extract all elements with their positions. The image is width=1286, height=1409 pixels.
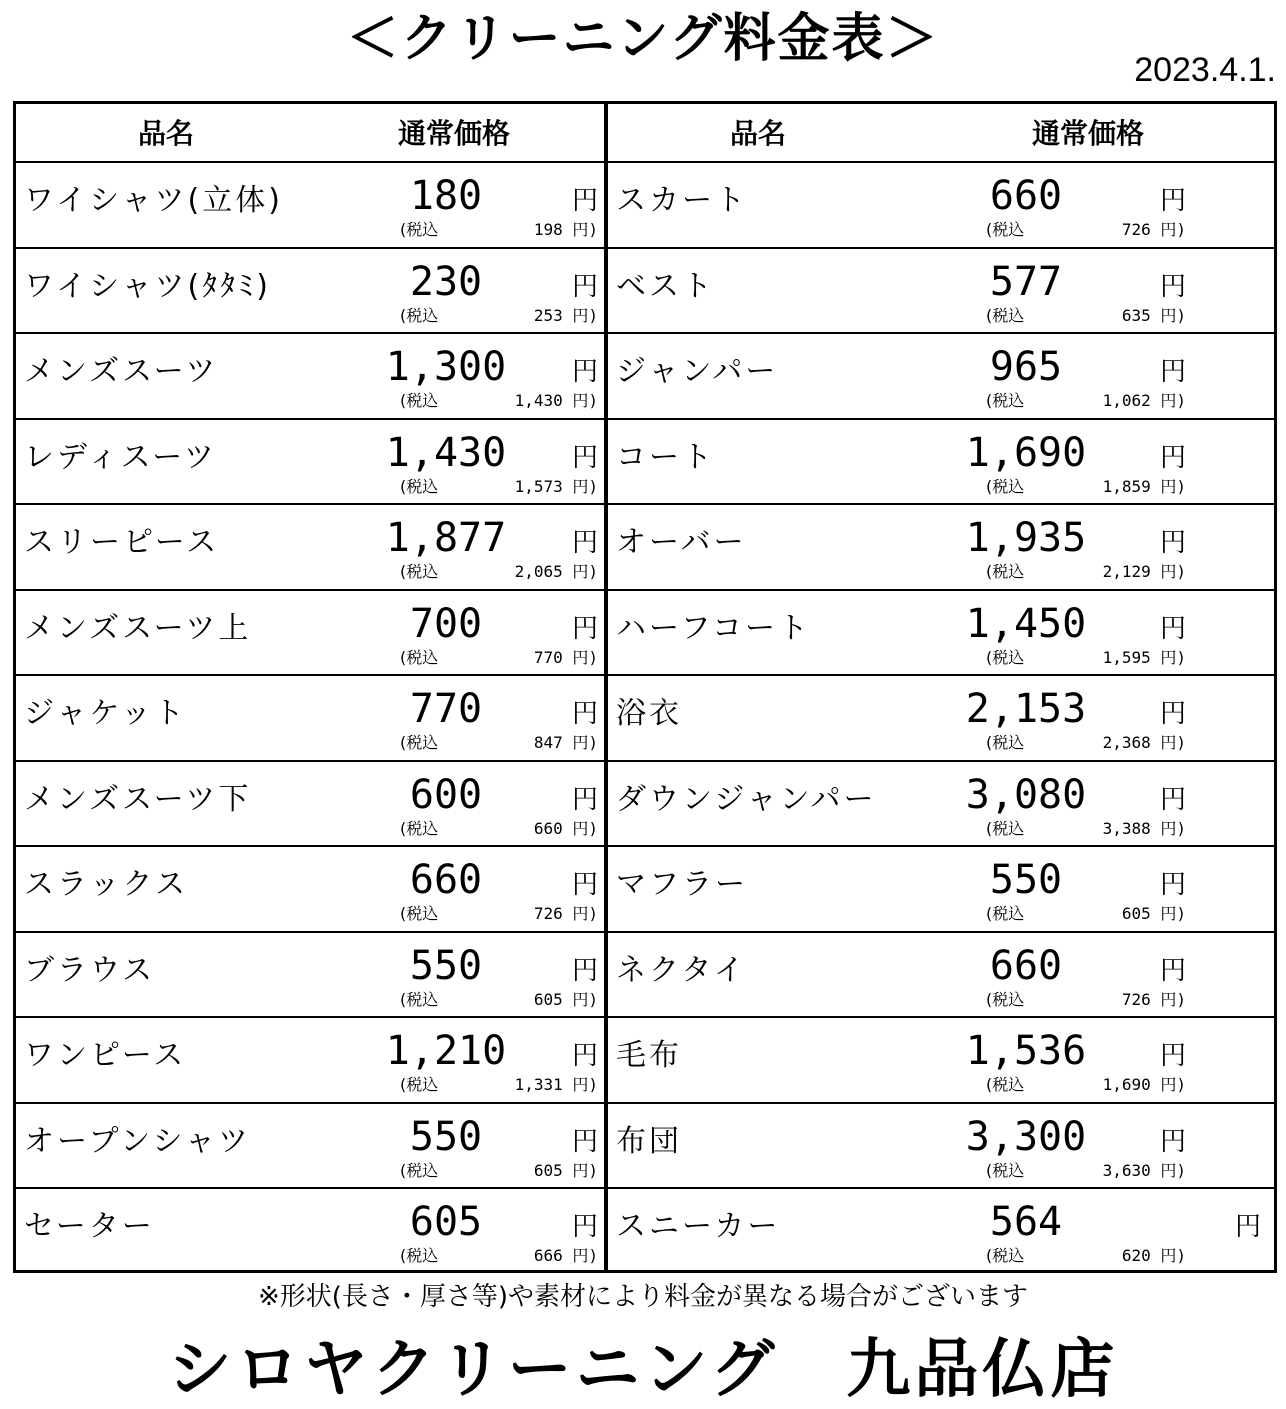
tax-included-label: (税込: [986, 1246, 1025, 1265]
tax-included-price: 660 円): [533, 818, 598, 838]
tax-included-price: 1,430 円): [514, 391, 598, 410]
tax-included-price: 847 円): [533, 733, 598, 752]
table-row: [16, 249, 604, 335]
tax-included-label: (税込: [400, 476, 439, 496]
tax-included-label: (税込: [400, 220, 439, 239]
yen-unit: 円: [572, 1041, 599, 1071]
page-title: ＜クリーニング料金表＞: [346, 9, 940, 69]
yen-unit: 円: [572, 271, 599, 302]
item-price: 1,300: [385, 344, 507, 390]
tax-included-price: 1,331 円): [514, 1075, 598, 1094]
item-price: 550: [409, 1113, 483, 1160]
tax-included-label: (税込: [400, 305, 439, 325]
item-name: メンズスーツ: [24, 354, 219, 389]
table-row: [16, 1018, 604, 1104]
table-row: [608, 847, 1274, 933]
table-row: [608, 505, 1274, 591]
item-price: 564: [989, 1199, 1063, 1245]
column-header: [608, 104, 1274, 163]
tax-included-label: (税込: [986, 476, 1025, 496]
table-row: [16, 591, 604, 677]
yen-unit: 円: [1160, 784, 1187, 815]
item-price: 3,080: [965, 771, 1087, 818]
item-name: ベスト: [616, 268, 715, 304]
tax-included-price: 3,388 円): [1102, 818, 1186, 838]
item-price: 3,300: [965, 1113, 1087, 1160]
item-price: 700: [409, 600, 483, 647]
item-price: 230: [409, 258, 483, 305]
effective-date: 2023.4.1.: [1134, 51, 1276, 89]
tax-included-label: (税込: [986, 647, 1025, 667]
table-row: [608, 163, 1274, 249]
tax-included-label: (税込: [400, 904, 439, 923]
tax-included-label: (税込: [400, 647, 439, 667]
item-name: レディスーツ: [24, 439, 217, 475]
tax-included-price: 2,129 円): [1102, 562, 1186, 581]
yen-unit: 円: [1160, 955, 1187, 986]
tax-included-price: 1,573 円): [514, 476, 598, 496]
yen-unit: 円: [1160, 1041, 1187, 1071]
tax-included-price: 726 円): [1121, 989, 1186, 1009]
tax-included-label: (税込: [986, 1075, 1025, 1094]
item-price: 605: [409, 1199, 483, 1245]
tax-included-label: (税込: [400, 1160, 439, 1180]
item-name: コート: [616, 439, 715, 475]
yen-unit: 円: [572, 186, 599, 216]
item-price: 660: [409, 857, 483, 903]
tax-included-price: 605 円): [1121, 904, 1186, 923]
item-price: 600: [409, 771, 483, 818]
tax-included-price: 620 円): [1121, 1246, 1186, 1265]
item-name: スニーカー: [616, 1209, 781, 1244]
item-name: メンズスーツ上: [24, 610, 252, 646]
table-row: [16, 676, 604, 762]
item-price: 1,536: [965, 1028, 1087, 1074]
yen-unit: 円: [1160, 357, 1187, 387]
yen-unit: 円: [1160, 613, 1187, 644]
tax-included-label: (税込: [400, 1246, 439, 1265]
tax-included-label: (税込: [400, 562, 439, 581]
item-name: オープンシャツ: [24, 1123, 251, 1159]
table-row: [608, 334, 1274, 420]
table-row: [16, 933, 604, 1019]
column-header: [16, 104, 604, 163]
item-name: スラックス: [24, 867, 189, 902]
tax-included-label: (税込: [986, 220, 1025, 239]
price-column-right: [608, 104, 1274, 1270]
tax-included-price: 3,630 円): [1102, 1160, 1186, 1180]
table-row: [608, 249, 1274, 335]
tax-included-label: (税込: [400, 391, 439, 410]
item-name: ジャンパー: [616, 354, 779, 389]
table-row: [16, 1189, 604, 1275]
table-row: [16, 505, 604, 591]
tax-included-price: 635 円): [1121, 305, 1186, 325]
item-name: ブラウス: [24, 952, 156, 988]
tax-included-label: (税込: [986, 562, 1025, 581]
item-name: 布団: [616, 1123, 682, 1159]
yen-unit: 円: [572, 699, 599, 729]
item-name: マフラー: [616, 867, 748, 902]
item-price: 1,690: [965, 429, 1087, 476]
item-price: 2,153: [965, 686, 1087, 732]
table-row: [16, 762, 604, 848]
yen-unit: 円: [572, 870, 599, 900]
yen-unit: 円: [572, 1212, 599, 1242]
yen-unit: 円: [572, 613, 599, 644]
tax-included-price: 1,690 円): [1102, 1075, 1186, 1094]
tax-included-label: (税込: [986, 1160, 1025, 1180]
item-name: 浴衣: [616, 696, 682, 731]
item-price: 1,935: [965, 515, 1087, 561]
item-name: 毛布: [616, 1038, 682, 1073]
price-table: [13, 101, 1277, 1273]
table-row: [16, 163, 604, 249]
item-name: ジャケット: [24, 696, 187, 731]
item-name: ダウンジャンパー: [616, 781, 877, 817]
tax-included-price: 1,062 円): [1102, 391, 1186, 410]
tax-included-price: 2,368 円): [1102, 733, 1186, 752]
table-row: [608, 762, 1274, 848]
yen-unit: 円: [572, 357, 599, 387]
yen-unit: 円: [1160, 699, 1187, 729]
item-price: 965: [989, 344, 1063, 390]
tax-included-price: 605 円): [533, 989, 598, 1009]
tax-included-label: (税込: [986, 733, 1025, 752]
yen-unit: 円: [1160, 870, 1187, 900]
tax-included-label: (税込: [986, 989, 1025, 1009]
tax-included-label: (税込: [986, 818, 1025, 838]
table-row: [608, 420, 1274, 506]
tax-included-price: 198 円): [533, 220, 598, 239]
item-price: 660: [989, 173, 1063, 219]
item-name-header: 品名: [730, 117, 787, 150]
item-price: 1,210: [385, 1028, 507, 1074]
table-row: [608, 933, 1274, 1019]
regular-price-header: 通常価格: [398, 117, 511, 150]
tax-included-label: (税込: [400, 818, 439, 838]
item-price: 1,430: [385, 429, 507, 476]
item-price: 550: [409, 942, 483, 989]
item-name: スカート: [616, 183, 748, 218]
yen-unit: 円: [572, 784, 599, 815]
item-name: ネクタイ: [616, 952, 747, 988]
tax-included-label: (税込: [986, 305, 1025, 325]
item-name-header: 品名: [138, 117, 195, 150]
item-price: 770: [409, 686, 483, 732]
tax-included-label: (税込: [986, 391, 1025, 410]
shop-name: シロヤクリーニング 九品仏店: [167, 1333, 1119, 1407]
item-name: ワイシャツ(立体): [24, 183, 283, 218]
item-name: スリーピース: [24, 525, 220, 560]
item-name: メンズスーツ下: [24, 781, 252, 817]
yen-unit: 円: [572, 528, 599, 558]
yen-unit: 円: [1160, 442, 1187, 473]
tax-included-price: 726 円): [1121, 220, 1186, 239]
table-row: [608, 1018, 1274, 1104]
tax-included-label: (税込: [400, 989, 439, 1009]
item-name: ワンピース: [24, 1038, 187, 1073]
price-column-left: [16, 104, 608, 1270]
item-name: ワイシャツ(ﾀﾀﾐ): [24, 268, 271, 304]
tax-included-price: 726 円): [533, 904, 598, 923]
yen-unit: 円: [572, 955, 599, 986]
table-row: [16, 334, 604, 420]
yen-unit: 円: [572, 1126, 599, 1157]
yen-unit: 円: [1160, 271, 1187, 302]
table-row: [16, 420, 604, 506]
table-row: [16, 1104, 604, 1190]
item-price: 550: [989, 857, 1063, 903]
item-price: 1,877: [385, 515, 507, 561]
tax-included-price: 253 円): [533, 305, 598, 325]
regular-price-header: 通常価格: [1032, 117, 1145, 150]
tax-included-price: 666 円): [533, 1246, 598, 1265]
table-row: [608, 591, 1274, 677]
item-name: オーバー: [616, 525, 747, 560]
tax-included-label: (税込: [400, 733, 439, 752]
tax-included-price: 1,595 円): [1102, 647, 1186, 667]
item-price: 660: [989, 942, 1063, 989]
table-row: [608, 676, 1274, 762]
yen-unit: 円: [1235, 1212, 1262, 1242]
yen-unit: 円: [1160, 1126, 1187, 1157]
yen-unit: 円: [1160, 528, 1187, 558]
tax-included-price: 2,065 円): [514, 562, 598, 581]
tax-included-price: 770 円): [533, 647, 598, 667]
yen-unit: 円: [572, 442, 599, 473]
tax-included-price: 1,859 円): [1102, 476, 1186, 496]
item-price: 577: [989, 258, 1063, 305]
item-name: ハーフコート: [616, 610, 811, 646]
table-row: [608, 1189, 1274, 1275]
table-row: [16, 847, 604, 933]
yen-unit: 円: [1160, 186, 1187, 216]
pricing-note: ※形状(長さ・厚さ等)や素材により料金が異なる場合がございます: [257, 1282, 1029, 1312]
tax-included-price: 605 円): [533, 1160, 598, 1180]
tax-included-label: (税込: [400, 1075, 439, 1094]
tax-included-label: (税込: [986, 904, 1025, 923]
table-row: [608, 1104, 1274, 1190]
item-price: 1,450: [965, 600, 1087, 647]
item-name: セーター: [24, 1209, 155, 1244]
item-price: 180: [409, 173, 483, 219]
